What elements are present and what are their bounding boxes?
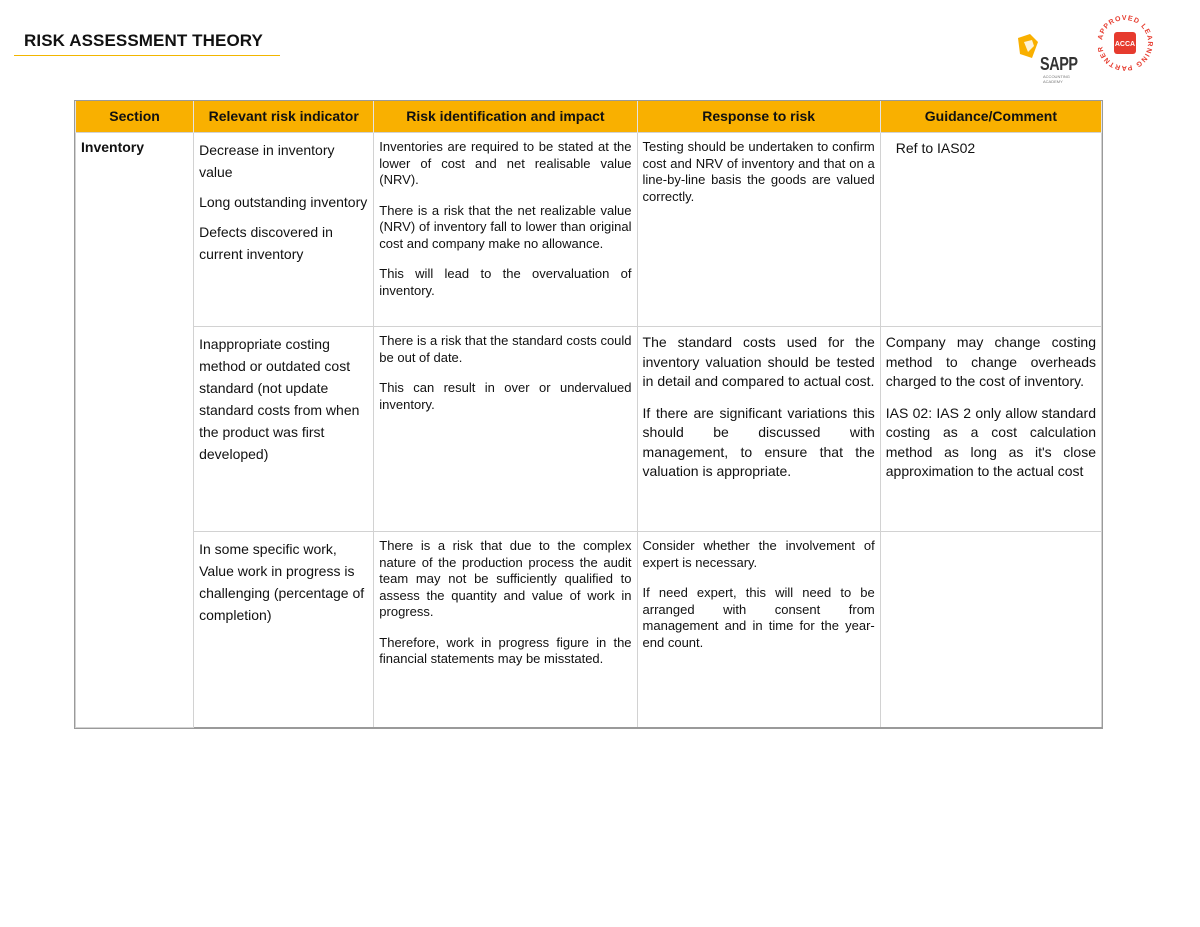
header-guidance: Guidance/Comment [880,101,1101,133]
guidance-paragraph: IAS 02: IAS 2 only allow standard costing as a cost calculation method as long as it's close approximation to the actual cost [885,404,1096,479]
indicator-item: Long outstanding inventory [199,194,368,210]
identification-paragraph: This can result in over or undervalued inventory. [379,380,632,412]
indicator-item: In some specific work, Value work in progress is challenging (percentage of completion) [199,541,365,623]
identification-paragraph: This will lead to the overvaluation of inventory. [379,266,632,298]
identification-cell [374,532,637,728]
sapp-logo-text: SAPP [1040,54,1078,74]
header-risk-indicator: Relevant risk indicator [194,101,374,133]
acca-approved-partner-seal-icon [1096,14,1154,72]
guidance-cell [880,133,1101,327]
header-response: Response to risk [637,101,880,133]
guidance-cell [880,327,1101,532]
response-cell [637,133,880,327]
response-paragraph: If there are significant variations this should be discussed with management, to ensure that the valuation is appropriate. [642,404,875,479]
sapp-logo [1016,32,1086,84]
response-paragraph: Testing should be undertaken to confirm cost and NRV of inventory and that on a line-by-line basis the goods are valued correctly. [642,139,875,204]
response-cell [637,327,880,532]
sapp-logo-subtext: ACCOUNTING ACADEMY [1043,74,1070,84]
indicator-cell [194,327,374,532]
response-paragraph: Consider whether the involvement of expert is necessary. [642,538,875,570]
response-cell [637,532,880,728]
risk-assessment-table [75,101,1102,728]
header-section: Section [76,101,194,133]
response-paragraph: If need expert, this will need to be arranged with consent from management and in time for the year-end count. [642,585,875,650]
logo-area [1016,14,1156,84]
identification-cell [374,133,637,327]
identification-cell [374,327,637,532]
guidance-paragraph: Ref to IAS02 [895,140,976,156]
identification-paragraph: There is a risk that due to the complex nature of the production process the audit team may not be sufficiently qualified to assess the quantity and value of work in progress. [379,538,632,619]
svg-text:ACCA: ACCA [1114,41,1136,48]
table-row [76,532,1102,728]
response-paragraph: The standard costs used for the inventory valuation should be tested in detail and compared to actual cost. [642,334,875,389]
identification-paragraph: Therefore, work in progress figure in the financial statements may be misstated. [379,634,632,666]
svg-text:APPROVED LEARNING PARTNER: APPROVED LEARNING PARTNER [1097,14,1154,72]
table-row [76,327,1102,532]
indicator-cell [194,532,374,728]
guidance-paragraph: Company may change costing method to change overheads charged to the cost of inventory. [885,334,1096,389]
table-row [76,133,1102,327]
identification-paragraph: There is a risk that the standard costs could be out of date. [379,333,632,365]
header-risk-identification: Risk identification and impact [374,101,637,133]
identification-paragraph: Inventories are required to be stated at the lower of cost and net realisable value (NRV). [379,139,632,187]
document-title: RISK ASSESSMENT THEORY [24,31,263,50]
guidance-cell-empty [880,532,1101,728]
table-header-row [76,101,1102,133]
indicator-item: Defects discovered in current inventory [199,224,333,262]
identification-paragraph: There is a risk that the net realizable value (NRV) of inventory fall to lower than original cost and company make no allowance. [379,202,632,251]
indicator-item: Decrease in inventory value [199,142,335,180]
title-underline [14,55,280,56]
section-cell-inventory: Inventory [76,133,194,728]
indicator-cell [194,133,374,327]
indicator-item: Inappropriate costing method or outdated cost standard (not update standard costs from when the product was first developed) [199,336,360,462]
